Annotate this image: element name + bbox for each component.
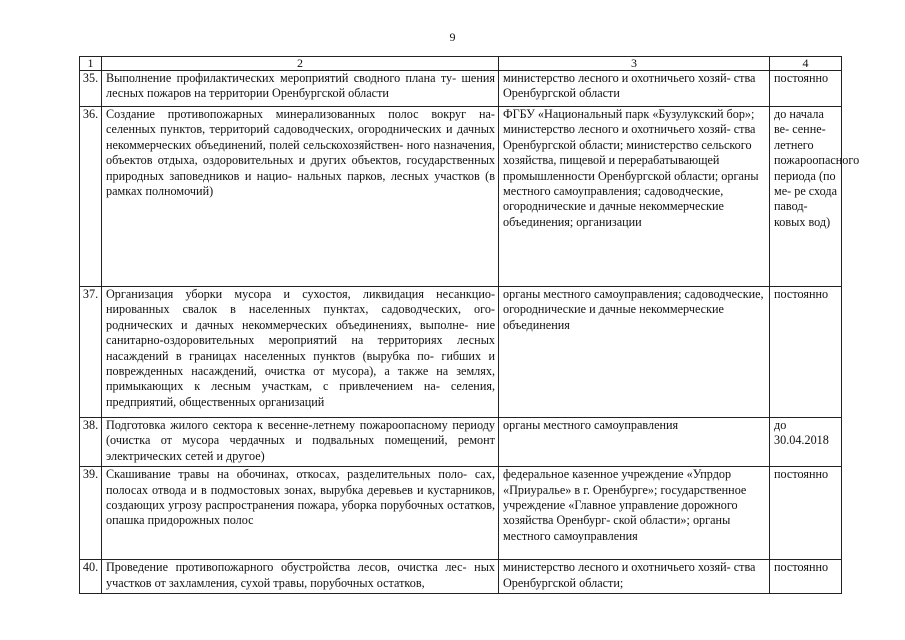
executors-cell: органы местного самоуправления xyxy=(499,418,770,467)
table-row xyxy=(80,71,842,107)
deadline-cell: до начала ве- сенне-летнего пожароопасного периода (по ме- ре схода павод- ковых вод) xyxy=(770,107,842,287)
table-row xyxy=(80,418,842,467)
deadline-cell: постоянно xyxy=(770,71,842,107)
row-number: 40. xyxy=(80,560,102,594)
measure-cell: Организация уборки мусора и сухостоя, ликвидация несанкцио- нированных свалок в населенных пунктах, садоводческих, ого- роднических и дачных некоммерческих объединениях, выполне- ние санитарно-оздоровительных мероприятий на территориях лесных насаждений в границах населенных пунктов (вырубка по- гибших и поврежденных насаждений, очистка от мусора), а также на землях, примыкающих к лесным участкам, с привлечением на- селения, предприятий, общественных организаций xyxy=(102,287,499,418)
measure-cell: Проведение противопожарного обустройства лесов, очистка лес- ных участков от захламления, сухой травы, порубочных остатков, xyxy=(102,560,499,594)
column-header: 2 xyxy=(102,57,499,71)
executors-cell: федеральное казенное учреждение «Упрдор «Приуралье» в г. Оренбурге»; государственное учреждение «Главное управление дорожного хозяйства Оренбург- ской области»; органы местного самоуправления xyxy=(499,467,770,560)
deadline-cell: постоянно xyxy=(770,467,842,560)
executors-cell: ФГБУ «Национальный парк «Бузулукский бор»; министерство лесного и охотничьего хозяй- ства Оренбургской области; министерство сельского хозяйства, пищевой и перерабатывающей промышленности Оренбургской области; органы местного самоуправления; садоводческие, огороднические и дачные некоммерческие объединения; организации xyxy=(499,107,770,287)
measure-cell: Подготовка жилого сектора к весенне-летнему пожароопасному периоду (очистка от мусора чердачных и подвальных помещений, ремонт электрических сетей и другое) xyxy=(102,418,499,467)
deadline-cell: до 30.04.2018 xyxy=(770,418,842,467)
measure-cell: Скашивание травы на обочинах, откосах, разделительных поло- сах, полосах отвода и в подмостовых зонах, вырубка деревьев и кустарников, создающих угрозу распространения пожара, уборка порубочных остатков, опашка придорожных полос xyxy=(102,467,499,560)
table-row xyxy=(80,467,842,560)
row-number: 38. xyxy=(80,418,102,467)
table-row xyxy=(80,287,842,418)
row-number: 39. xyxy=(80,467,102,560)
table-header-row xyxy=(80,57,842,71)
table-row xyxy=(80,560,842,594)
column-header: 1 xyxy=(80,57,102,71)
measure-cell: Создание противопожарных минерализованных полос вокруг на- селенных пунктов, территорий садоводческих, огороднических и дачных некоммерческих объединений, полей сельскохозяйствен- ного назначения, объектов отдыха, оздоровительных и других объектов, государственных природных заповедников и нацио- нальных парков, лесных участков (в рамках полномочий) xyxy=(102,107,499,287)
column-header: 3 xyxy=(499,57,770,71)
table-row xyxy=(80,107,842,287)
executors-cell: органы местного самоуправления; садоводческие, огороднические и дачные некоммерческие объединения xyxy=(499,287,770,418)
row-number: 37. xyxy=(80,287,102,418)
measures-table xyxy=(79,56,860,594)
executors-cell: министерство лесного и охотничьего хозяй- ства Оренбургской области xyxy=(499,71,770,107)
executors-cell: министерство лесного и охотничьего хозяй- ства Оренбургской области; xyxy=(499,560,770,594)
column-header: 4 xyxy=(770,57,842,71)
deadline-cell: постоянно xyxy=(770,287,842,418)
row-number: 36. xyxy=(80,107,102,287)
row-number: 35. xyxy=(80,71,102,107)
measure-cell: Выполнение профилактических мероприятий сводного плана ту- шения лесных пожаров на территории Оренбургской области xyxy=(102,71,499,107)
page-number: 9 xyxy=(449,30,456,44)
deadline-cell: постоянно xyxy=(770,560,842,594)
